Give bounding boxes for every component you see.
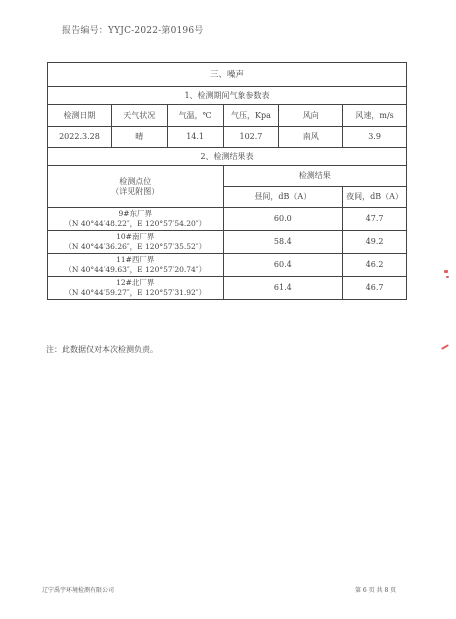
location-header-note: （详见附图） [111, 186, 160, 196]
weather-table-title: 1、检测期间气象参数表 [48, 87, 407, 105]
point-name: 11#西厂界 [116, 255, 155, 264]
weather-col-condition: 天气状况 [111, 105, 167, 127]
seal-mark [441, 344, 449, 350]
location-header [48, 166, 224, 208]
table-row [48, 208, 407, 231]
seal-mark [444, 270, 448, 273]
point-coordinates: （N 40°44′48.22″，E 120°57′54.20″） [64, 219, 207, 228]
day-value: 61.4 [223, 277, 343, 300]
weather-col-pressure: 气压，Kpa [223, 105, 279, 127]
day-value: 60.4 [223, 254, 343, 277]
table-row [48, 231, 407, 254]
weather-wind-direction: 南风 [279, 127, 343, 148]
point-cell [48, 254, 224, 277]
weather-col-date: 检测日期 [48, 105, 112, 127]
weather-col-temperature: 气温，℃ [167, 105, 223, 127]
weather-condition: 晴 [111, 127, 167, 148]
results-table-title: 2、检测结果表 [48, 148, 407, 166]
noise-report-table [47, 62, 407, 300]
weather-date: 2022.3.28 [48, 127, 112, 148]
footer-page-info: 第 6 页 共 8 页 [355, 587, 397, 594]
point-coordinates: （N 40°44′36.26″，E 120°57′35.52″） [64, 242, 207, 251]
weather-temperature: 14.1 [167, 127, 223, 148]
result-header: 检测结果 [223, 166, 406, 187]
night-header: 夜间，dB（A） [343, 187, 407, 208]
point-cell [48, 208, 224, 231]
point-coordinates: （N 40°44′59.27″，E 120°57′31.92″） [64, 288, 207, 297]
seal-mark [446, 276, 449, 278]
night-value: 46.2 [343, 254, 407, 277]
table-row [48, 277, 407, 300]
night-value: 47.7 [343, 208, 407, 231]
point-name: 9#东厂界 [118, 209, 153, 218]
day-value: 60.0 [223, 208, 343, 231]
weather-pressure: 102.7 [223, 127, 279, 148]
point-name: 10#南厂界 [116, 232, 155, 241]
day-header: 昼间，dB（A） [223, 187, 343, 208]
weather-header-row [48, 105, 407, 127]
results-header-row [48, 166, 407, 187]
weather-col-wind-speed: 风速，m/s [343, 105, 407, 127]
footer-company: 辽宁禹宇环境检测有限公司 [42, 587, 115, 594]
night-value: 49.2 [343, 231, 407, 254]
point-name: 12#北厂界 [116, 278, 155, 287]
point-cell [48, 231, 224, 254]
day-value: 58.4 [223, 231, 343, 254]
weather-wind-speed: 3.9 [343, 127, 407, 148]
location-header-label: 检测点位 [119, 176, 152, 186]
weather-value-row [48, 127, 407, 148]
table-row [48, 254, 407, 277]
weather-col-wind-direction: 风向 [279, 105, 343, 127]
point-cell [48, 277, 224, 300]
section-title: 三、噪声 [48, 63, 407, 87]
point-coordinates: （N 40°44′49.63″，E 120°57′20.74″） [64, 265, 207, 274]
night-value: 46.7 [343, 277, 407, 300]
report-number: 报告编号：YYJC-2022-第0196号 [62, 26, 204, 36]
footnote: 注：此数据仅对本次检测负责。 [46, 345, 158, 354]
